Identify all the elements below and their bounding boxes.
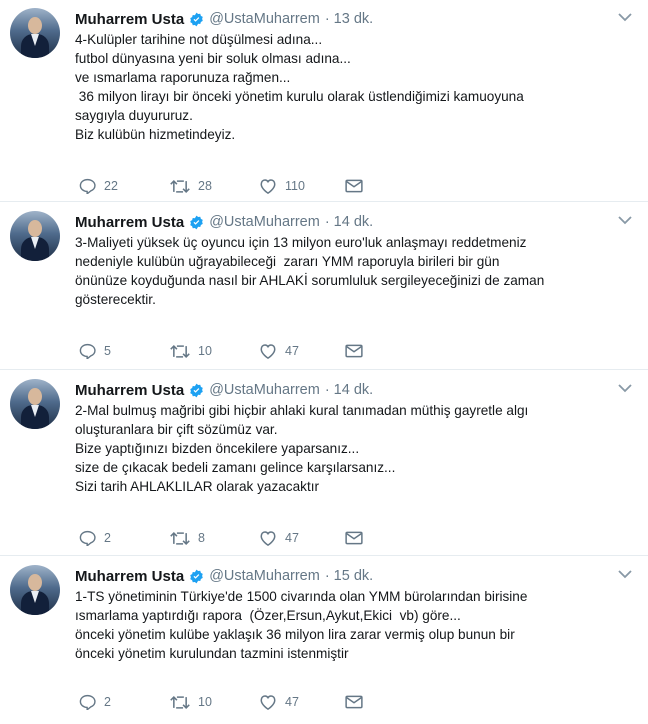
chevron-down-icon[interactable]: [618, 215, 632, 225]
author-handle[interactable]: @UstaMuharrem: [209, 11, 320, 27]
like-button[interactable]: [259, 692, 299, 712]
like-button[interactable]: [259, 528, 299, 548]
tweet-line: oluşturanlara bir çift sözümüz var.: [75, 422, 278, 437]
tweet-text: [75, 587, 635, 663]
tweet[interactable]: [0, 371, 648, 556]
retweet-count: 28: [198, 179, 212, 193]
dm-button[interactable]: [345, 528, 363, 548]
reply-button[interactable]: [79, 528, 111, 548]
reply-button[interactable]: [79, 176, 118, 196]
author-handle[interactable]: @UstaMuharrem: [209, 214, 320, 230]
author-name[interactable]: Muharrem Usta: [75, 381, 185, 399]
author-name[interactable]: Muharrem Usta: [75, 567, 185, 585]
tweet-timestamp[interactable]: · 14 dk.: [324, 214, 374, 230]
reply-count: 5: [104, 344, 111, 358]
heart-icon: [259, 530, 277, 546]
tweet[interactable]: [0, 557, 648, 724]
author-handle[interactable]: @UstaMuharrem: [209, 382, 320, 398]
tweet-line: gösterecektir.: [75, 292, 156, 307]
tweet-line: Sizi tarih AHLAKLILAR olarak yazacaktır: [75, 479, 320, 494]
tweet-line: futbol dünyasına yeni bir soluk olması adına...: [75, 51, 351, 66]
heart-icon: [259, 178, 277, 194]
tweet-line: 4-Kulüpler tarihine not düşülmesi adına...: [75, 32, 323, 47]
verified-badge-icon: [189, 215, 204, 230]
retweet-icon: [170, 344, 190, 359]
tweet-line: 1-TS yönetiminin Türkiye'de 1500 civarında olan YMM bürolarından birisine: [75, 589, 528, 604]
reply-icon: [79, 343, 96, 359]
retweet-icon: [170, 531, 190, 546]
retweet-button[interactable]: [170, 341, 212, 361]
tweet-line: saygıyla duyururuz.: [75, 108, 193, 123]
chevron-down-icon[interactable]: [618, 569, 632, 579]
avatar[interactable]: [10, 8, 60, 58]
chevron-down-icon[interactable]: [618, 12, 632, 22]
chevron-down-icon[interactable]: [618, 383, 632, 393]
like-count: 47: [285, 344, 299, 358]
retweet-icon: [170, 695, 190, 710]
heart-icon: [259, 694, 277, 710]
tweet-line: Biz kulübün hizmetindeyiz.: [75, 127, 236, 142]
dm-button[interactable]: [345, 176, 363, 196]
retweet-count: 10: [198, 344, 212, 358]
like-button[interactable]: [259, 176, 305, 196]
tweet-line: ısmarlama yaptırdığı rapora (Özer,Ersun,Aykut,Ekici vb) göre...: [75, 608, 461, 623]
avatar[interactable]: [10, 379, 60, 429]
envelope-icon: [345, 344, 363, 358]
tweet-line: önünüze koyduğunda nasıl bir AHLAKİ sorumluluk sergileyeceğinizi de zaman: [75, 273, 545, 288]
retweet-button[interactable]: [170, 692, 212, 712]
verified-badge-icon: [189, 12, 204, 27]
avatar[interactable]: [10, 211, 60, 261]
tweet-line: önceki yönetim kulübe yaklaşık 36 milyon lira zarar vermiş olup bunun bir: [75, 627, 515, 642]
author-handle[interactable]: @UstaMuharrem: [209, 568, 320, 584]
retweet-button[interactable]: [170, 528, 205, 548]
reply-count: 2: [104, 531, 111, 545]
tweet-text: [75, 30, 635, 144]
reply-button[interactable]: [79, 341, 111, 361]
reply-icon: [79, 530, 96, 546]
tweet-line: size de çıkacak bedeli zamanı gelince karşılarsanız...: [75, 460, 396, 475]
like-count: 47: [285, 695, 299, 709]
reply-count: 22: [104, 179, 118, 193]
author-name[interactable]: Muharrem Usta: [75, 10, 185, 28]
like-button[interactable]: [259, 341, 299, 361]
retweet-count: 10: [198, 695, 212, 709]
author-name[interactable]: Muharrem Usta: [75, 213, 185, 231]
tweet-text: [75, 233, 635, 309]
retweet-button[interactable]: [170, 176, 212, 196]
reply-button[interactable]: [79, 692, 111, 712]
tweet-timestamp[interactable]: · 15 dk.: [324, 568, 374, 584]
like-count: 110: [285, 179, 305, 193]
verified-badge-icon: [189, 569, 204, 584]
tweet[interactable]: [0, 0, 648, 202]
reply-icon: [79, 178, 96, 194]
envelope-icon: [345, 695, 363, 709]
reply-icon: [79, 694, 96, 710]
envelope-icon: [345, 531, 363, 545]
tweet-line: önceki yönetim kurulundan tazmini istenmiştir: [75, 646, 349, 661]
tweet-line: 36 milyon lirayı bir önceki yönetim kurulu olarak üstlendiğimizi kamuoyuna: [75, 89, 524, 104]
dm-button[interactable]: [345, 341, 363, 361]
tweet-line: 2-Mal bulmuş mağribi gibi hiçbir ahlaki kural tanımadan müthiş gayretle algı: [75, 403, 529, 418]
tweet-text: [75, 401, 635, 496]
tweet-line: Bize yaptığınızı bizden öncekilere yaparsanız...: [75, 441, 360, 456]
tweet-timestamp[interactable]: · 13 dk.: [324, 11, 374, 27]
tweet-line: ve ısmarlama raporunuza rağmen...: [75, 70, 291, 85]
tweet-line: nedeniyle kulübün uğrayabileceği zararı YMM raporuyla birileri bir gün: [75, 254, 500, 269]
tweet[interactable]: [0, 203, 648, 370]
verified-badge-icon: [189, 383, 204, 398]
heart-icon: [259, 343, 277, 359]
retweet-count: 8: [198, 531, 205, 545]
envelope-icon: [345, 179, 363, 193]
tweet-timestamp[interactable]: · 14 dk.: [324, 382, 374, 398]
dm-button[interactable]: [345, 692, 363, 712]
like-count: 47: [285, 531, 299, 545]
retweet-icon: [170, 179, 190, 194]
reply-count: 2: [104, 695, 111, 709]
avatar[interactable]: [10, 565, 60, 615]
tweet-line: 3-Maliyeti yüksek üç oyuncu için 13 milyon euro'luk anlaşmayı reddetmeniz: [75, 235, 527, 250]
